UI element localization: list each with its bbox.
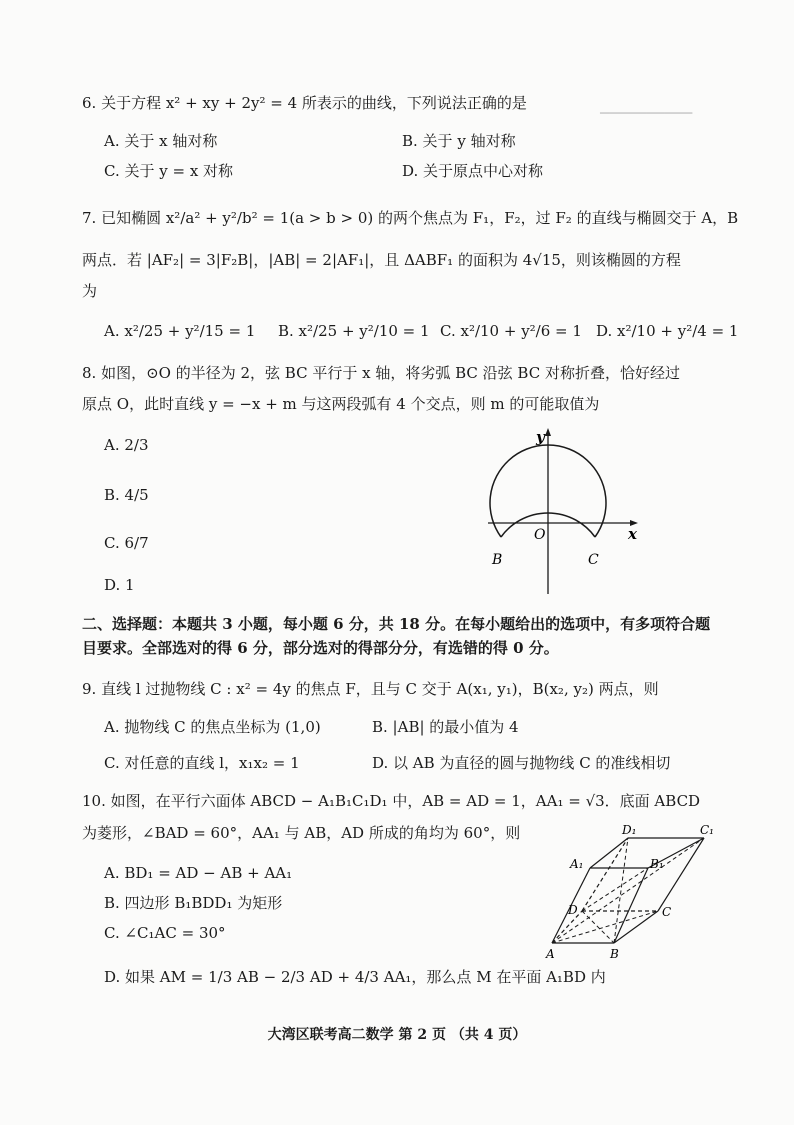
vertex-b1-label: B₁ bbox=[650, 857, 664, 871]
q7-option-c: C. x²/10 + y²/6 = 1 bbox=[440, 322, 582, 340]
diagonal-ac1 bbox=[552, 838, 704, 943]
q7-option-d: D. x²/10 + y²/4 = 1 bbox=[596, 322, 739, 340]
diagonal-db bbox=[582, 911, 614, 943]
q10-option-a: A. BD₁ = AD − AB + AA₁ bbox=[104, 864, 293, 882]
vertex-c1-label: C₁ bbox=[700, 823, 714, 837]
q7-stem-line1: 7. 已知椭圆 x²/a² + y²/b² = 1(a > b > 0) 的两个焦点为 F₁，F₂，过 F₂ 的直线与椭圆交于 A，B bbox=[82, 209, 739, 227]
q10-option-b: B. 四边形 B₁BDD₁ 为矩形 bbox=[104, 894, 283, 912]
section-2-header: 二、选择题：本题共 3 小题，每小题 6 分，共 18 分。在每小题给出的选项中，有多项符合题目要求。全部选对的得 6 分，部分选对的得部分分，有选错的得 0 分。 bbox=[82, 615, 711, 657]
y-axis-label: y bbox=[536, 428, 545, 446]
q8-circle-figure bbox=[480, 422, 650, 598]
q10-option-c: C. ∠C₁AC = 30° bbox=[104, 924, 226, 942]
q8-stem-line2: 原点 O，此时直线 y = −x + m 与这两段弧有 4 个交点，则 m 的可能取值为 bbox=[82, 395, 600, 413]
q10-parallelepiped-figure bbox=[540, 822, 722, 962]
q6-option-c: C. 关于 y = x 对称 bbox=[104, 162, 234, 180]
vertex-d-label: D bbox=[568, 903, 578, 917]
q6-option-d: D. 关于原点中心对称 bbox=[402, 162, 544, 180]
vertex-c-label: C bbox=[662, 905, 672, 919]
q8-option-a: A. 2/3 bbox=[104, 436, 149, 454]
q9-option-c: C. 对任意的直线 l，x₁x₂ = 1 bbox=[104, 754, 300, 772]
vertex-a-label: A bbox=[546, 947, 555, 961]
q9-option-b: B. |AB| 的最小值为 4 bbox=[372, 718, 519, 736]
origin-label: O bbox=[534, 527, 546, 543]
y-axis-arrow bbox=[545, 428, 551, 436]
q8-option-d: D. 1 bbox=[104, 576, 135, 594]
q10-option-d: D. 如果 AM = 1/3 AB − 2/3 AD + 4/3 AA₁，那么点 M 在平面 A₁BD 内 bbox=[104, 968, 606, 986]
edge-dd1 bbox=[582, 838, 628, 911]
q9-option-d: D. 以 AB 为直径的圆与抛物线 C 的准线相切 bbox=[372, 754, 671, 772]
q9-stem: 9. 直线 l 过抛物线 C : x² = 4y 的焦点 F，且与 C 交于 A(x₁, y₁)，B(x₂, y₂) 两点，则 bbox=[82, 680, 659, 698]
q7-option-a: A. x²/25 + y²/15 = 1 bbox=[104, 322, 256, 340]
vertex-d1-label: D₁ bbox=[622, 823, 637, 837]
q9-option-a: A. 抛物线 C 的焦点坐标为 (1,0) bbox=[104, 718, 321, 736]
page-footer: 大湾区联考高二数学 第 2 页 （共 4 页） bbox=[267, 1027, 527, 1043]
edge-a1d1 bbox=[590, 838, 628, 868]
q8-stem-line1: 8. 如图，⊙O 的半径为 2，弦 BC 平行于 x 轴，将劣弧 BC 沿弦 BC 对称折叠，恰好经过 bbox=[82, 364, 680, 382]
q7-stem-line3: 为 bbox=[82, 282, 98, 300]
bleed-through-text: ▁▁▁▁▁▁▁▁▁▁ bbox=[600, 100, 693, 114]
point-b-label: B bbox=[492, 552, 503, 568]
point-c-label: C bbox=[588, 552, 599, 568]
q7-option-b: B. x²/25 + y²/10 = 1 bbox=[278, 322, 430, 340]
q10-stem-line1: 10. 如图，在平行六面体 ABCD − A₁B₁C₁D₁ 中，AB = AD = 1，AA₁ = √3．底面 ABCD bbox=[82, 792, 701, 810]
vertex-b-label: B bbox=[610, 947, 619, 961]
edge-cc1 bbox=[658, 838, 704, 911]
q8-option-b: B. 4/5 bbox=[104, 486, 149, 504]
q8-option-c: C. 6/7 bbox=[104, 534, 149, 552]
q10-stem-line2: 为菱形，∠BAD = 60°，AA₁ 与 AB，AD 所成的角均为 60°，则 bbox=[82, 824, 521, 842]
q6-option-a: A. 关于 x 轴对称 bbox=[104, 132, 218, 150]
q6-option-b: B. 关于 y 轴对称 bbox=[402, 132, 516, 150]
q7-stem-line2: 两点．若 |AF₂| = 3|F₂B|，|AB| = 2|AF₁|，且 ΔABF₁ 的面积为 4√15，则该椭圆的方程 bbox=[82, 251, 681, 269]
x-axis-label: x bbox=[628, 525, 637, 543]
q6-stem: 6. 关于方程 x² + xy + 2y² = 4 所表示的曲线，下列说法正确的是 bbox=[82, 94, 527, 112]
vertex-a1-label: A₁ bbox=[570, 857, 584, 871]
